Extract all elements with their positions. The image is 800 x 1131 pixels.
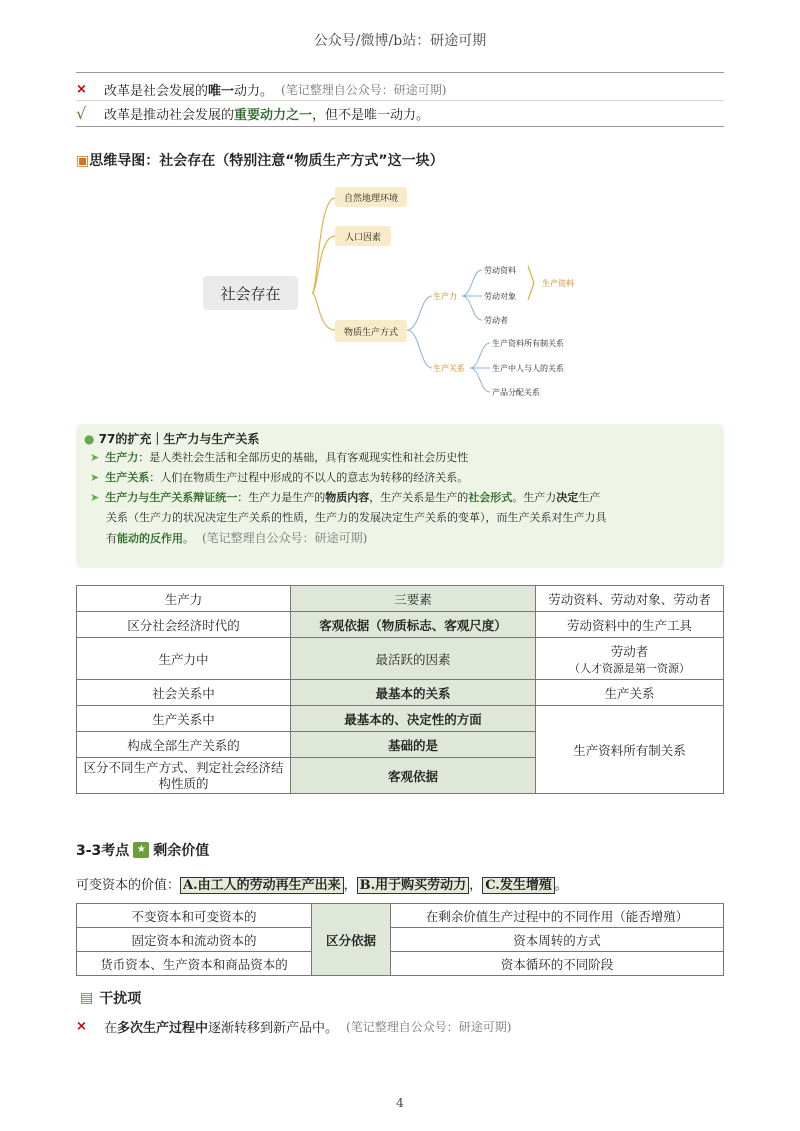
header-divider xyxy=(76,72,724,73)
mindmap-leaf: 生产中人与人的关系 xyxy=(492,364,564,373)
mindmap-lines xyxy=(0,180,800,405)
distract-statement: × 在 多次生产过程中 逐渐转移到新产品中。 (笔记整理自公众号：研途可期) xyxy=(76,1018,512,1036)
variable-capital-line: 可变资本的价值： A.由工人的劳动再生产出来 ， B.用于购买劳动力 ， C.发生增殖 。 xyxy=(76,878,568,893)
mindmap-leaf: 劳动对象 xyxy=(484,292,516,301)
mindmap-node: 生产资料 xyxy=(542,279,574,288)
star-icon: ★ xyxy=(133,842,149,858)
distract-title: ▤ 干扰项 xyxy=(80,990,142,1007)
wrong-statement: × 改革是社会发展的 唯一 动力。 (笔记整理自公众号：研途可期) xyxy=(76,81,447,99)
notebook-icon: ▤ xyxy=(80,990,94,1006)
mindmap-branch: 自然地理环境 xyxy=(335,187,407,207)
mindmap-heading: ▣思维导图：社会存在（特别注意“物质生产方式”这一块） xyxy=(76,153,444,169)
bulb-icon: ● xyxy=(84,432,95,446)
capital-table: 不变资本和可变资本的 区分依据 在剩余价值生产过程中的不同作用（能否增殖） 固定资本和流动资本的 资本周转的方式 货币资本、生产资本和商品资本的 资本循环的不同阶段 xyxy=(76,903,724,976)
mindmap-node: 生产关系 xyxy=(433,364,465,373)
mindmap-node: 生产力 xyxy=(433,292,457,301)
page-header: 公众号/微博/b站：研途可期 xyxy=(313,33,487,49)
mindmap-branch: 人口因素 xyxy=(335,226,391,246)
mindmap-root: 社会存在 xyxy=(203,276,298,310)
extension-title: ● 77的扩充｜生产力与生产关系 xyxy=(84,432,260,446)
section-33-title: 3-3考点 ★ 剩余价值 xyxy=(76,843,210,859)
extension-box: ● 77的扩充｜生产力与生产关系 ➤ 生产力：是人类社会生活和全部历史的基础，具有客观现实性和社会历史性 ➤ 生产关系：人们在物质生产过程中形成的不以人的意志为转移的经济关系。 ➤ 生产力与生产关系辩证统一：生产力是生产的物质内容，生产关系是生产的社会形式。生产力决定生产 关系（生产力的状况决定生产关系的性质，生产力的发展决定生产关系的变革），而生产关系对生产力具 有能动的反作用。 (笔记整理自公众号：研途可期) xyxy=(76,424,724,568)
cross-icon: × xyxy=(76,81,87,97)
right-statement: √ 改革是推动社会发展的 重要动力之一 ，但不是唯一动力。 xyxy=(76,103,430,123)
cross-icon: × xyxy=(76,1018,87,1034)
mindmap-leaf: 劳动资料 xyxy=(484,266,516,275)
mindmap-leaf: 产品分配关系 xyxy=(492,388,540,397)
mindmap-branch: 物质生产方式 xyxy=(335,320,407,342)
book-icon: ▣ xyxy=(76,153,90,169)
relations-table: 生产力 三要素 劳动资料、劳动对象、劳动者 区分社会经济时代的 客观依据（物质标志、客观尺度） 劳动资料中的生产工具 生产力中 最活跃的因素 劳动者 （人才资源是第一资源） 社会关系中 最基本的关系 生产关系 生产关系中 最基本的、决定性的方面 生产资料所有制关系 构成全部生产关系的 基础的是 区分不同生产方式、判定社会经济结构性质的 客观依据 xyxy=(76,585,724,794)
mindmap-leaf: 生产资料所有制关系 xyxy=(492,339,564,348)
mindmap-leaf: 劳动者 xyxy=(484,316,508,325)
page-number: 4 xyxy=(396,1096,404,1110)
checkmark-icon: √ xyxy=(76,103,87,123)
